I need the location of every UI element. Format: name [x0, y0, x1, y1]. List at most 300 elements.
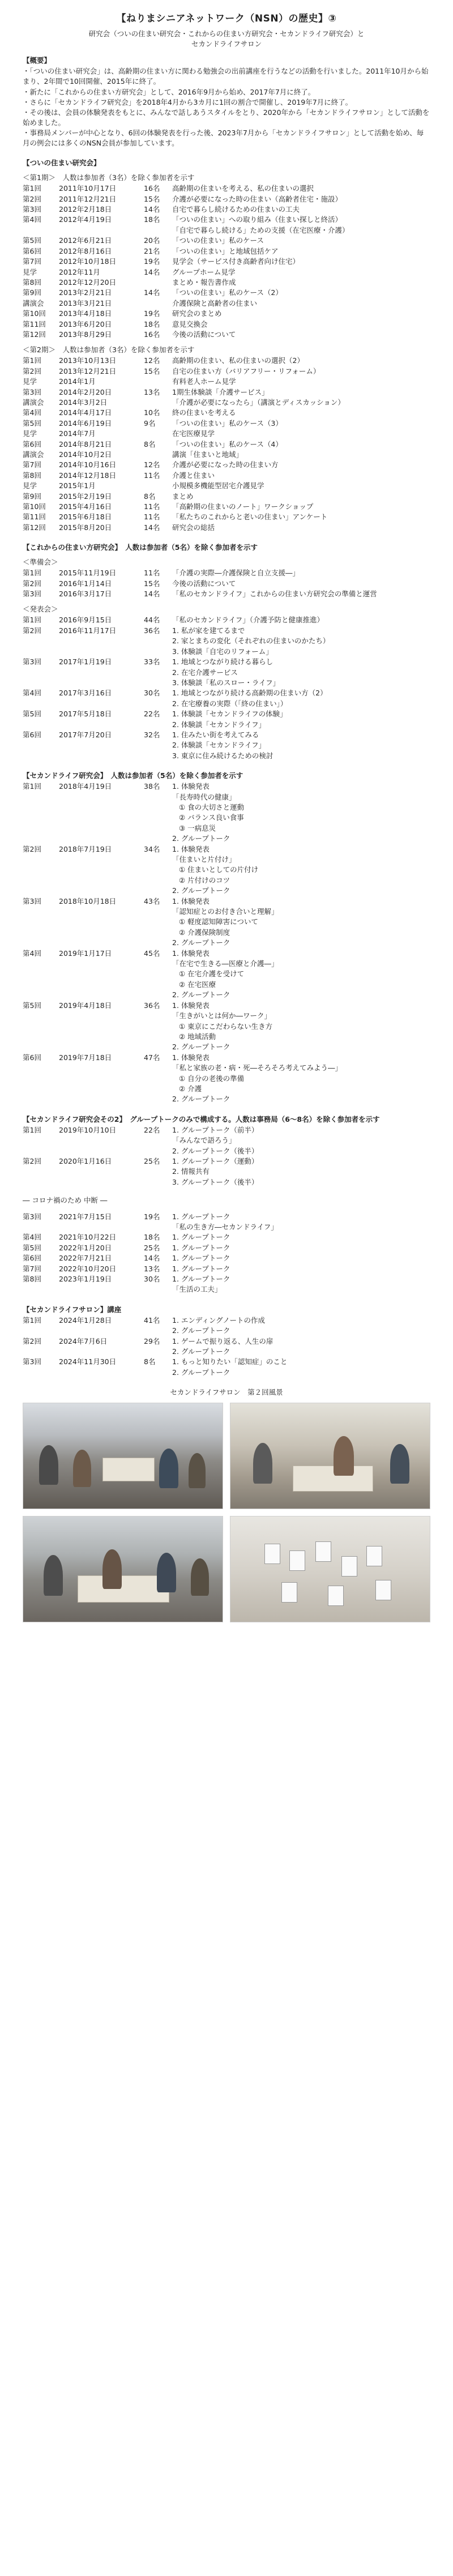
session-title: 介護と住まい: [172, 471, 215, 480]
session-title: 1. もっと知りたい「認知症」のこと 2. グループトーク: [172, 1357, 288, 1377]
session-title: 介護が必要になった時の住まい方: [172, 460, 279, 469]
session-attendees: 8名: [144, 492, 156, 501]
session-label: 第4回: [23, 408, 41, 417]
session-label: 講演会: [23, 398, 44, 407]
session-row: [23, 215, 430, 236]
session-title: 1. 体験発表 「長寿時代の健康」 ① 食の大切さと運動 ② バランス良い食事 ③ 一病息災 2. グループトーク: [172, 782, 245, 843]
session-attendees: 13名: [144, 1264, 160, 1273]
session-date: 2016年11月17日: [59, 626, 117, 635]
session-title: 1. 私が家を建てるまで 2. 家とまちの変化（それぞれの住まいのかたち） 3. 体験談「自宅のリフォーム」: [172, 626, 330, 656]
session-date: 2021年7月15日: [59, 1212, 112, 1221]
session-title: 1. 体験発表 「在宅で生きる―医療と介護―」 ① 在宅介護を受けて ② 在宅医療 2. グループトーク: [172, 949, 279, 999]
session-label: 第6回: [23, 246, 41, 255]
session-attendees: 32名: [144, 730, 160, 739]
session-date: 2014年8月21日: [59, 439, 112, 448]
session-row: [23, 356, 430, 366]
intro-block: [23, 55, 430, 148]
session-row: [23, 257, 430, 267]
session-attendees: 25名: [144, 1156, 160, 1165]
session-label: 第2回: [23, 626, 41, 635]
session-title: 1. 体験発表 「私と家族の老・病・死―そろそろ考えてみよう―」 ① 自分の老後の準備 ② 介護 2. グループトーク: [172, 1053, 343, 1104]
session-row: [23, 183, 430, 194]
session-row: [23, 502, 430, 512]
person-figure: [390, 1444, 409, 1484]
session-date: 2017年5月18日: [59, 710, 112, 719]
person-figure: [157, 1553, 176, 1592]
session-attendees: 15名: [144, 366, 160, 375]
session-label: 講演会: [23, 450, 44, 459]
session-label: 第2回: [23, 194, 41, 203]
section-heading: 【ついの住まい研究会】: [23, 159, 101, 168]
session-title: 「私たちのこれからと老いの住まい」アンケート: [172, 512, 328, 522]
session-date: 2019年7月18日: [59, 1053, 112, 1062]
session-date: 2013年6月20日: [59, 319, 112, 328]
session-date: 2012年10月18日: [59, 257, 117, 266]
session-date: 2024年7月6日: [59, 1336, 108, 1345]
session-date: 2014年10月16日: [59, 460, 117, 469]
session-label: 第2回: [23, 1156, 41, 1165]
session-row: [23, 267, 430, 277]
session-title: 「ついの住まい」私のケース（3）: [172, 418, 283, 428]
session-attendees: 33名: [144, 657, 160, 667]
session-row: [23, 398, 430, 408]
session-attendees: 43名: [144, 896, 160, 905]
session-row: [23, 492, 430, 502]
session-row: [23, 450, 430, 460]
session-label: 第1回: [23, 569, 41, 578]
session-label: 第5回: [23, 1001, 41, 1010]
salon-photo: [230, 1403, 430, 1509]
session-label: 見学: [23, 377, 37, 386]
intro-label: 【概要】: [23, 56, 52, 65]
session-date: 2014年4月17日: [59, 408, 112, 417]
session-row: [23, 277, 430, 288]
session-label: 第1回: [23, 1125, 41, 1134]
session-row: [23, 1156, 430, 1187]
session-title: 1. グループトーク: [172, 1264, 230, 1273]
document-subtitle-1: 研究会（ついの住まい研究会・これからの住まい方研究会・セカンドライフ研究会）と: [88, 29, 365, 38]
session-row: [23, 439, 430, 450]
person-figure: [253, 1443, 272, 1484]
intro-paragraph: ・事務局メンバーが中心となり、6回の体験発表を行った後、2023年7月から「セカンドライフサロン」として活動を始め、毎月の例会には多くのNSN会員が参加しています。: [23, 129, 424, 148]
session-title: 1. グループトーク: [172, 1243, 230, 1252]
session-attendees: 9名: [144, 418, 156, 428]
session-title: 介護保険と高齢者の住まい: [172, 298, 258, 307]
section-heading: 【セカンドライフ研究会その2】 グループトークのみで構成する。人数は事務局（6〜8名）を除く参加者を示す: [23, 1114, 380, 1123]
session-date: 2018年4月19日: [59, 782, 112, 791]
session-date: 2012年8月16日: [59, 246, 112, 255]
intro-paragraph: ・さらに「セカンドライフ研究会」を2018年4月から3カ月に1回の割合で開催し、2019年7月に終了。: [23, 97, 353, 106]
session-title: 1. グループトーク（前半） 「みんなで語ろう」 2. グループトーク（後半）: [172, 1125, 259, 1155]
session-label: 第5回: [23, 710, 41, 719]
session-title: グループホーム見学: [172, 267, 236, 276]
session-attendees: 15名: [144, 194, 160, 203]
session-attendees: 19名: [144, 1212, 160, 1221]
session-attendees: 45名: [144, 949, 160, 958]
session-label: 第2回: [23, 366, 41, 375]
session-attendees: 16名: [144, 184, 160, 193]
session-label: 見学: [23, 481, 37, 490]
session-row: [23, 429, 430, 439]
session-title: 1. 体験発表 「住まいと片付け」 ① 住まいとしての片付け ② 片付けのコツ 2. グループトーク: [172, 844, 259, 895]
session-date: 2015年4月16日: [59, 502, 112, 511]
session-label: 第2回: [23, 844, 41, 853]
history-sections: [23, 157, 430, 1187]
session-row: [23, 460, 430, 470]
session-row: [23, 896, 430, 949]
session-label: 第1回: [23, 184, 41, 193]
session-label: 第4回: [23, 689, 41, 698]
session-row: [23, 309, 430, 319]
section-heading: 【セカンドライフサロン】講座: [23, 1305, 122, 1314]
session-title: 今後の活動について: [172, 579, 236, 588]
session-attendees: 12名: [144, 460, 160, 469]
salon-photo: [23, 1403, 223, 1509]
session-label: 第4回: [23, 215, 41, 224]
session-row: [23, 781, 430, 844]
game-card: [375, 1580, 391, 1600]
session-attendees: 36名: [144, 1001, 160, 1010]
session-date: 2018年10月18日: [59, 896, 117, 905]
session-label: 第3回: [23, 657, 41, 667]
session-title: 「私のセカンドライフ」これからの住まい方研究会の準備と運営: [172, 589, 377, 599]
session-title: 1. グループトーク 「生活の工夫」: [172, 1275, 230, 1294]
session-label: 第11回: [23, 319, 46, 328]
session-date: 2019年4月18日: [59, 1001, 112, 1010]
session-row: [23, 481, 430, 491]
session-title: 講演「住まいと地域」: [172, 450, 243, 459]
session-attendees: 14名: [144, 1254, 160, 1263]
session-date: 2020年1月16日: [59, 1156, 112, 1165]
session-date: 2012年12月20日: [59, 277, 117, 287]
session-date: 2011年10月17日: [59, 184, 117, 193]
session-row: [23, 377, 430, 387]
intro-paragraph: ・「ついの住まい研究会」は、高齢期の住まい方に関わる勉強会の出前講座を行うなどの活動を行いました。2011年10月から始まり、2年間で10回開催、2015年に終了。: [23, 67, 429, 86]
session-date: 2024年11月30日: [59, 1357, 117, 1366]
session-row: [23, 626, 430, 657]
session-label: 第9回: [23, 288, 41, 297]
session-title: 1. 地域とつながり続ける高齢期の住まい方（2） 2. 在宅療養の実際（「終の住まい」）: [172, 689, 327, 708]
session-attendees: 34名: [144, 844, 160, 853]
session-date: 2022年1月20日: [59, 1243, 112, 1252]
game-card: [341, 1556, 357, 1577]
session-title: 意見交換会: [172, 319, 208, 328]
session-row: [23, 523, 430, 533]
session-row: [23, 1125, 430, 1156]
session-title: 1. ゲームで振り返る、人生の扉 2. グループトーク: [172, 1336, 273, 1356]
session-label: 見学: [23, 267, 37, 276]
group-heading: ＜第2期＞ 人数は参加者（3名）を除く参加者を示す: [23, 345, 195, 354]
session-label: 第8回: [23, 471, 41, 480]
session-row: [23, 408, 430, 418]
session-label: 第7回: [23, 1264, 41, 1273]
session-attendees: 14名: [144, 205, 160, 214]
covid-note: ― コロナ禍のため 中断 ―: [23, 1196, 108, 1205]
session-row: [23, 204, 430, 215]
session-title: 今後の活動について: [172, 330, 236, 339]
session-row: [23, 589, 430, 599]
session-row: [23, 579, 430, 589]
session-title: 小規模多機能型居宅介護見学: [172, 481, 264, 490]
session-label: 第6回: [23, 1053, 41, 1062]
session-label: 第8回: [23, 277, 41, 287]
session-label: 第7回: [23, 460, 41, 469]
session-title: 見学会（サービス付き高齢者向け住宅）: [172, 257, 300, 266]
session-row: [23, 844, 430, 896]
session-label: 第3回: [23, 1357, 41, 1366]
session-title: 自宅の住まい方（バリアフリー・リフォーム）: [172, 366, 320, 375]
salon-photo: [230, 1516, 430, 1622]
session-row: [23, 730, 430, 761]
session-attendees: 13名: [144, 387, 160, 396]
session-label: 第11回: [23, 512, 46, 522]
session-date: 2016年9月15日: [59, 616, 112, 625]
session-attendees: 38名: [144, 782, 160, 791]
session-title: 「ついの住まい」私のケース（4）: [172, 439, 283, 448]
session-title: 1. 体験談「セカンドライフの体験」 2. 体験談「セカンドライフ」: [172, 710, 287, 729]
session-label: 見学: [23, 429, 37, 438]
session-attendees: 19名: [144, 309, 160, 318]
session-row: [23, 949, 430, 1001]
session-attendees: 36名: [144, 626, 160, 635]
session-row: [23, 1232, 430, 1242]
session-label: 第6回: [23, 439, 41, 448]
session-label: 第1回: [23, 616, 41, 625]
history-sections-after: [23, 1206, 430, 1378]
session-title: まとめ・報告書作成: [172, 277, 236, 287]
session-label: 第3回: [23, 387, 41, 396]
session-title: 1. グループトーク: [172, 1233, 230, 1242]
session-date: 2014年1月: [59, 377, 96, 386]
session-attendees: 18名: [144, 1233, 160, 1242]
session-date: 2015年11月19日: [59, 569, 117, 578]
session-attendees: 11名: [144, 512, 160, 522]
session-date: 2017年3月16日: [59, 689, 112, 698]
session-date: 2013年10月13日: [59, 356, 117, 365]
session-date: 2013年8月29日: [59, 330, 112, 339]
session-title: 「高齢期の住まいのノート」ワークショップ: [172, 502, 314, 511]
game-card: [289, 1550, 305, 1571]
session-row: [23, 688, 430, 709]
session-attendees: 14名: [144, 288, 160, 297]
session-attendees: 16名: [144, 330, 160, 339]
spacer: [23, 1206, 430, 1212]
session-label: 第5回: [23, 418, 41, 428]
session-title: 「私のセカンドライフ」（介護予防と健康推進）: [172, 616, 324, 625]
session-attendees: 14名: [144, 523, 160, 532]
session-label: 第3回: [23, 589, 41, 599]
session-title: 「介護の実際―介護保険と自立支援―」: [172, 569, 300, 578]
session-title: 終の住まいを考える: [172, 408, 236, 417]
session-title: 1. 体験発表 「生きがいとは何か―ワーク」 ① 東京にこだわらない生き方 ② 地域活動 2. グループトーク: [172, 1001, 273, 1052]
session-date: 2015年2月19日: [59, 492, 112, 501]
session-attendees: 15名: [144, 579, 160, 588]
session-label: 第8回: [23, 1275, 41, 1284]
session-label: 第6回: [23, 1254, 41, 1263]
session-label: 講演会: [23, 298, 44, 307]
section-heading: 【これからの住まい方研究会】 人数は参加者（5名）を除く参加者を示す: [23, 543, 258, 552]
session-date: 2014年7月: [59, 429, 96, 438]
session-label: 第6回: [23, 730, 41, 739]
session-attendees: 14名: [144, 589, 160, 599]
session-date: 2015年6月18日: [59, 512, 112, 522]
session-date: 2024年1月28日: [59, 1315, 112, 1325]
person-figure: [159, 1449, 178, 1488]
session-date: 2013年3月21日: [59, 298, 112, 307]
session-row: [23, 1053, 430, 1105]
session-title: 有料老人ホーム見学: [172, 377, 236, 386]
session-row: [23, 471, 430, 481]
session-label: 第10回: [23, 502, 46, 511]
session-label: 第1回: [23, 356, 41, 365]
session-row: [23, 615, 430, 625]
session-row: [23, 298, 430, 309]
session-date: 2014年12月18日: [59, 471, 117, 480]
session-title: 「介護が必要になったら」（講演とディスカッション）: [172, 398, 345, 407]
session-title: 介護が必要になった時の住まい（高齢者住宅・施設）: [172, 194, 343, 203]
session-row: [23, 330, 430, 340]
session-attendees: 25名: [144, 1243, 160, 1252]
session-date: 2021年10月22日: [59, 1233, 117, 1242]
session-date: 2019年10月10日: [59, 1125, 117, 1134]
session-attendees: 30名: [144, 1275, 160, 1284]
game-card: [328, 1586, 344, 1606]
session-attendees: 11名: [144, 502, 160, 511]
session-label: 第4回: [23, 1233, 41, 1242]
game-card: [315, 1541, 331, 1562]
session-label: 第7回: [23, 257, 41, 266]
session-date: 2017年7月20日: [59, 730, 112, 739]
session-row: [23, 319, 430, 330]
session-row: [23, 1274, 430, 1295]
session-title: 「ついの住まい」私のケース（2）: [172, 288, 283, 297]
session-attendees: 21名: [144, 246, 160, 255]
session-row: [23, 568, 430, 578]
session-date: 2022年7月21日: [59, 1254, 112, 1263]
session-title: 高齢期の住まい、私の住まいの選択（2）: [172, 356, 304, 365]
session-attendees: 20名: [144, 236, 160, 245]
session-label: 第3回: [23, 896, 41, 905]
session-title: 1. エンディングノートの作成 2. グループトーク: [172, 1315, 266, 1335]
session-row: [23, 1212, 430, 1233]
session-row: [23, 418, 430, 429]
session-attendees: 18名: [144, 319, 160, 328]
session-title: 1. グループトーク: [172, 1254, 230, 1263]
document-subtitle-2: セカンドライフサロン: [191, 40, 262, 49]
session-date: 2012年11月: [59, 267, 100, 276]
session-row: [23, 1315, 430, 1336]
session-row: [23, 366, 430, 377]
session-date: 2012年4月19日: [59, 215, 112, 224]
session-row: [23, 1253, 430, 1263]
session-attendees: 8名: [144, 439, 156, 448]
session-attendees: 14名: [144, 267, 160, 276]
session-date: 2014年6月19日: [59, 418, 112, 428]
photo-caption: セカンドライフサロン 第２回風景: [170, 1388, 283, 1397]
session-title: 「ついの住まい」私のケース: [172, 236, 264, 245]
session-title: 1. グループトーク 「私の生き方―セカンドライフ」: [172, 1212, 278, 1231]
session-title: 「ついの住まい」への取り組み（住まい探しと終活） 「自宅で暮らし続ける」ための支援（在宅医療・介護）: [172, 215, 349, 234]
session-attendees: 41名: [144, 1315, 160, 1325]
session-date: 2015年8月20日: [59, 523, 112, 532]
session-title: 1. 住みたい街を考えてみる 2. 体験談「セカンドライフ」 3. 東京に住み続けるための検討: [172, 730, 273, 760]
session-title: 研究会の総括: [172, 523, 215, 532]
session-date: 2012年6月21日: [59, 236, 112, 245]
session-label: 第2回: [23, 579, 41, 588]
session-label: 第1回: [23, 1315, 41, 1325]
intro-paragraph: ・新たに「これからの住まい方研究会」として、2016年9月から始め、2017年7月に終了。: [23, 87, 315, 96]
session-attendees: 11名: [144, 471, 160, 480]
session-attendees: 11名: [144, 569, 160, 578]
session-row: [23, 288, 430, 298]
session-attendees: 12名: [144, 356, 160, 365]
session-attendees: 18名: [144, 215, 160, 224]
session-attendees: 47名: [144, 1053, 160, 1062]
session-row: [23, 1001, 430, 1053]
session-label: 第4回: [23, 949, 41, 958]
session-row: [23, 246, 430, 257]
session-title: 1. グループトーク（運動） 2. 情報共有 3. グループトーク（後半）: [172, 1156, 259, 1186]
session-date: 2012年2月18日: [59, 205, 112, 214]
session-attendees: 8名: [144, 1357, 156, 1366]
session-row: [23, 709, 430, 730]
group-heading: ＜第1期＞ 人数は参加者（3名）を除く参加者を示す: [23, 173, 195, 182]
session-label: 第2回: [23, 1336, 41, 1345]
session-date: 2014年2月20日: [59, 387, 112, 396]
section-heading: 【セカンドライフ研究会】 人数は参加者（5名）を除く参加者を示す: [23, 771, 243, 780]
session-label: 第10回: [23, 309, 46, 318]
session-date: 2016年3月17日: [59, 589, 112, 599]
session-attendees: 44名: [144, 616, 160, 625]
session-date: 2023年1月19日: [59, 1275, 112, 1284]
person-figure: [73, 1450, 91, 1487]
session-label: 第3回: [23, 205, 41, 214]
session-title: 「ついの住まい」と地域包括ケア: [172, 246, 279, 255]
session-row: [23, 1357, 430, 1378]
session-date: 2019年1月17日: [59, 949, 112, 958]
session-label: 第5回: [23, 1243, 41, 1252]
session-row: [23, 1336, 430, 1357]
intro-paragraph: ・その後は、会員の体験発表をもとに、みんなで話しあうスタイルをとり、2020年から「セカンドライフサロン」として活動を始めました。: [23, 108, 430, 127]
person-figure: [191, 1558, 209, 1596]
session-row: [23, 387, 430, 398]
session-date: 2014年3月2日: [59, 398, 108, 407]
session-label: 第1回: [23, 782, 41, 791]
session-date: 2014年10月2日: [59, 450, 112, 459]
session-attendees: 22名: [144, 1125, 160, 1134]
session-row: [23, 512, 430, 522]
session-row: [23, 657, 430, 688]
person-figure: [39, 1445, 58, 1485]
session-attendees: 22名: [144, 710, 160, 719]
session-row: [23, 194, 430, 204]
session-date: 2011年12月21日: [59, 194, 117, 203]
game-card: [264, 1544, 280, 1564]
session-date: 2017年1月19日: [59, 657, 112, 667]
session-attendees: 29名: [144, 1336, 160, 1345]
session-title: 自宅で暮らし続けるための住まいの工夫: [172, 205, 300, 214]
session-label: 第9回: [23, 492, 41, 501]
person-figure: [44, 1555, 63, 1596]
table-shape: [78, 1575, 169, 1603]
session-label: 第5回: [23, 236, 41, 245]
session-attendees: 10名: [144, 408, 160, 417]
session-date: 2013年2月21日: [59, 288, 112, 297]
group-heading: ＜準備会＞: [23, 558, 58, 567]
session-date: 2015年1月: [59, 481, 96, 490]
group-heading: ＜発表会＞: [23, 605, 58, 614]
session-label: 第12回: [23, 330, 46, 339]
